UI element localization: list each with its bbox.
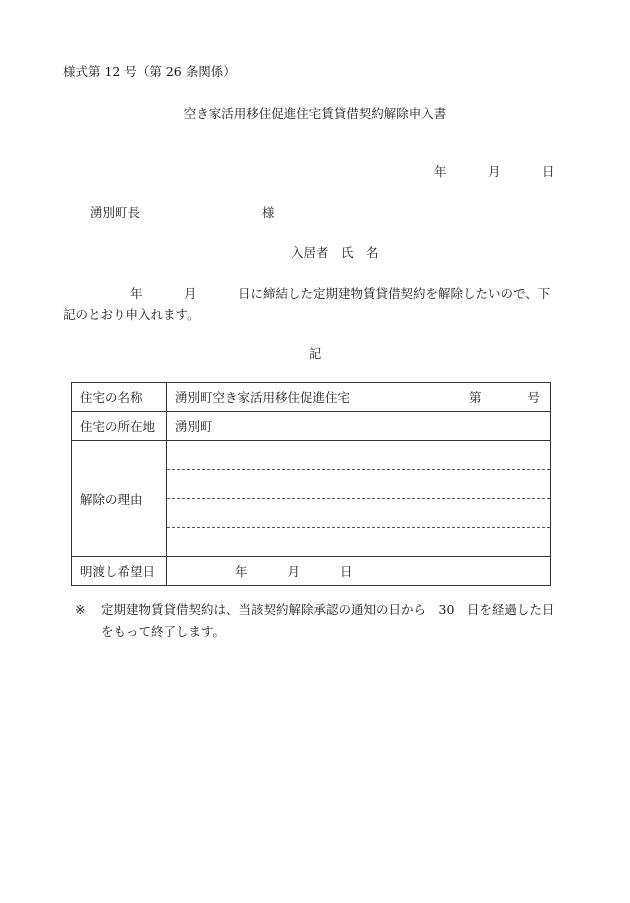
- label-house-name: 住宅の名称: [72, 383, 167, 412]
- label-move-out-date: 明渡し希望日: [72, 557, 167, 586]
- table-row: [72, 383, 551, 412]
- details-table: [71, 382, 551, 586]
- table-row: [72, 441, 551, 557]
- move-out-year: 年: [235, 564, 248, 579]
- value-house-name: [167, 383, 551, 412]
- date-year-label: 年: [434, 164, 447, 179]
- form-number: 様式第 12 号（第 26 条関係）: [63, 64, 236, 79]
- document-title: 空き家活用移住促進住宅賃貸借契約解除申入書: [183, 106, 447, 121]
- body-text-line1: 日に締結した定期建物賃貸借契約を解除したいので、下: [238, 286, 551, 301]
- reason-line: [167, 528, 550, 556]
- ki-heading: 記: [308, 346, 322, 361]
- table-row: [72, 412, 551, 441]
- move-out-month: 月: [287, 564, 301, 579]
- value-address: 湧別町: [167, 412, 551, 441]
- reason-line: [167, 441, 550, 470]
- reason-field[interactable]: [167, 441, 551, 557]
- reason-line: [167, 499, 550, 528]
- body-text-line2: 記のとおり申入れます。: [63, 307, 200, 322]
- body-year-label: 年: [130, 286, 143, 301]
- body-month-label: 月: [184, 286, 197, 301]
- note-line1: 定期建物賃貸借契約は、当該契約解除承認の通知の日から 30 日を経過した日: [101, 602, 555, 617]
- addressee-honorific: 様: [262, 205, 275, 220]
- label-address: 住宅の所在地: [72, 412, 167, 441]
- house-number-suffix: 号: [527, 390, 540, 405]
- note-line2: をもって終了します。: [101, 624, 226, 639]
- value-move-out-date: [167, 557, 551, 586]
- addressee-name: 湧別町長: [90, 205, 141, 220]
- label-reason: 解除の理由: [72, 441, 167, 557]
- move-out-day: 日: [340, 564, 353, 579]
- date-day-label: 日: [542, 164, 555, 179]
- applicant-name-label: 入居者 氏 名: [291, 245, 379, 260]
- reason-line: [167, 470, 550, 499]
- table-row: [72, 557, 551, 586]
- date-month-label: 月: [488, 164, 501, 179]
- note-mark: ※: [75, 602, 86, 617]
- house-number-prefix: 第: [468, 390, 482, 405]
- house-name-text: 湧別町空き家活用移住促進住宅: [175, 390, 351, 405]
